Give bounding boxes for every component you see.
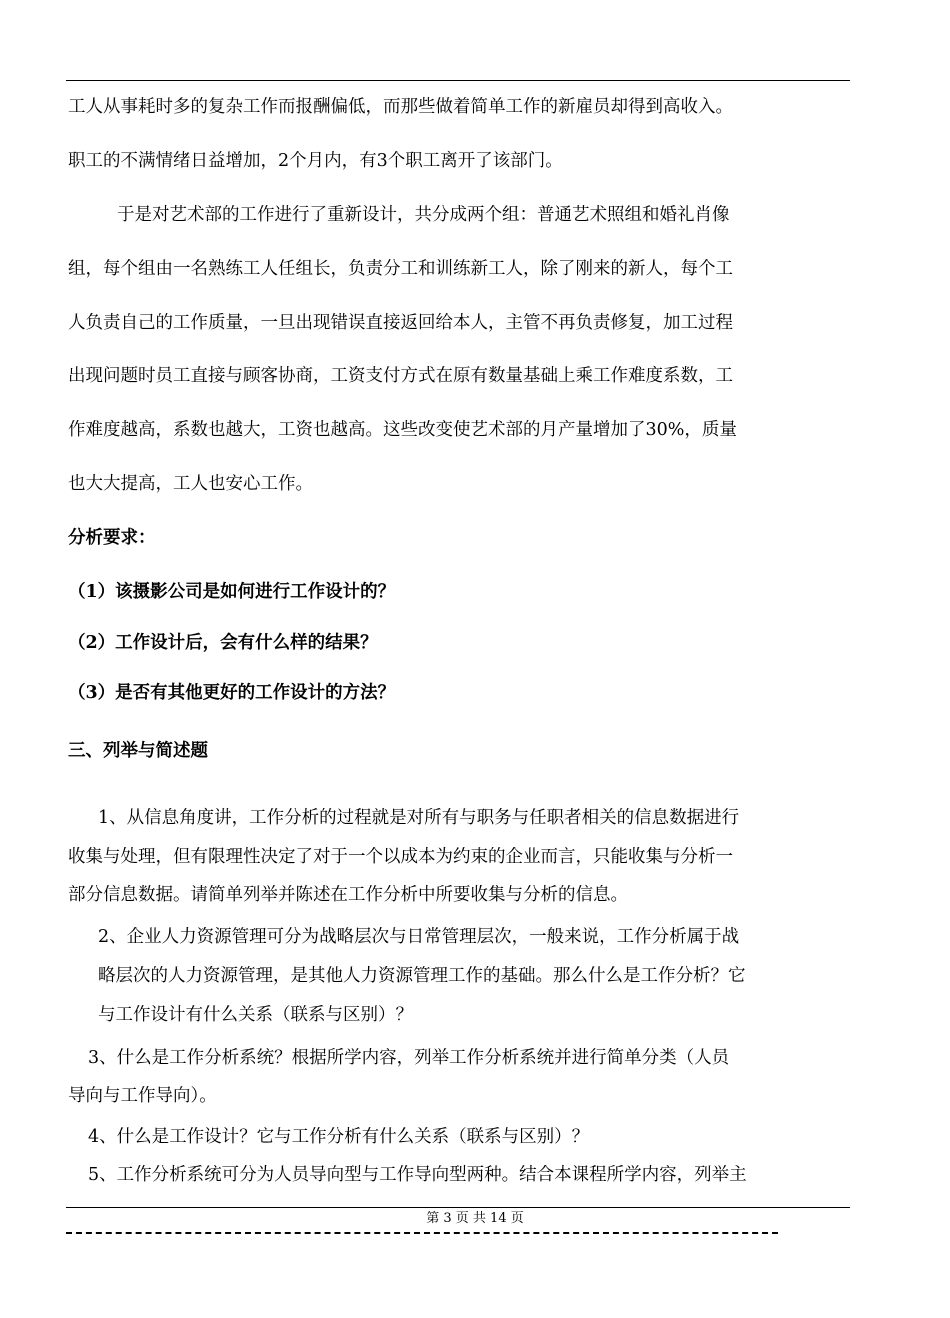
body-line: 作难度越高，系数也越大，工资也越高。这些改变使艺术部的月产量增加了30%，质量 <box>68 420 737 440</box>
page-number: 第 3 页 共 14 页 <box>426 1211 524 1226</box>
question-line: 与工作设计有什么关系（联系与区别）？ <box>98 1005 413 1025</box>
body-line: 人负责自己的工作质量，一旦出现错误直接返回给本人，主管不再负责修复，加工过程 <box>68 313 733 333</box>
analysis-question: （1）该摄影公司是如何进行工作设计的？ <box>68 582 396 602</box>
question-line: 1、从信息角度讲，工作分析的过程就是对所有与职务与任职者相关的信息数据进行 <box>98 808 740 828</box>
analysis-question: （3）是否有其他更好的工作设计的方法？ <box>68 683 396 703</box>
question-line: 2、企业人力资源管理可分为战略层次与日常管理层次，一般来说，工作分析属于战 <box>98 927 740 947</box>
footer-rule <box>66 1207 850 1208</box>
body-line: 职工的不满情绪日益增加，2个月内，有3个职工离开了该部门。 <box>68 151 563 171</box>
body-line: 出现问题时员工直接与顾客协商，工资支付方式在原有数量基础上乘工作难度系数，工 <box>68 366 733 386</box>
body-line: 组，每个组由一名熟练工人任组长，负责分工和训练新工人，除了刚来的新人，每个工 <box>68 259 733 279</box>
analysis-question: （2）工作设计后，会有什么样的结果？ <box>68 633 378 653</box>
question-line: 4、什么是工作设计？它与工作分析有什么关系（联系与区别）？ <box>88 1127 590 1147</box>
question-line: 导向与工作导向）。 <box>68 1086 217 1106</box>
question-line: 部分信息数据。请简单列举并陈述在工作分析中所要收集与分析的信息。 <box>68 885 628 905</box>
question-line: 收集与处理，但有限理性决定了对于一个以成本为约束的企业而言，只能收集与分析一 <box>68 847 733 867</box>
question-line: 5、工作分析系统可分为人员导向型与工作导向型两种。结合本课程所学内容，列举主 <box>88 1165 747 1185</box>
analysis-heading: 分析要求： <box>68 528 156 548</box>
header-rule <box>66 80 850 81</box>
question-line: 3、什么是工作分析系统？根据所学内容，列举工作分析系统并进行简单分类（人员 <box>88 1048 730 1068</box>
section-heading: 三、列举与简述题 <box>68 741 208 761</box>
question-line: 略层次的人力资源管理，是其他人力资源管理工作的基础。那么什么是工作分析？它 <box>98 966 746 986</box>
body-line: 于是对艺术部的工作进行了重新设计，共分成两个组：普通艺术照组和婚礼肖像 <box>117 205 730 225</box>
footer-dashed-rule <box>66 1232 778 1234</box>
body-line: 工人从事耗时多的复杂工作而报酬偏低，而那些做着简单工作的新雇员却得到高收入。 <box>68 97 733 117</box>
body-line: 也大大提高，工人也安心工作。 <box>68 474 313 494</box>
